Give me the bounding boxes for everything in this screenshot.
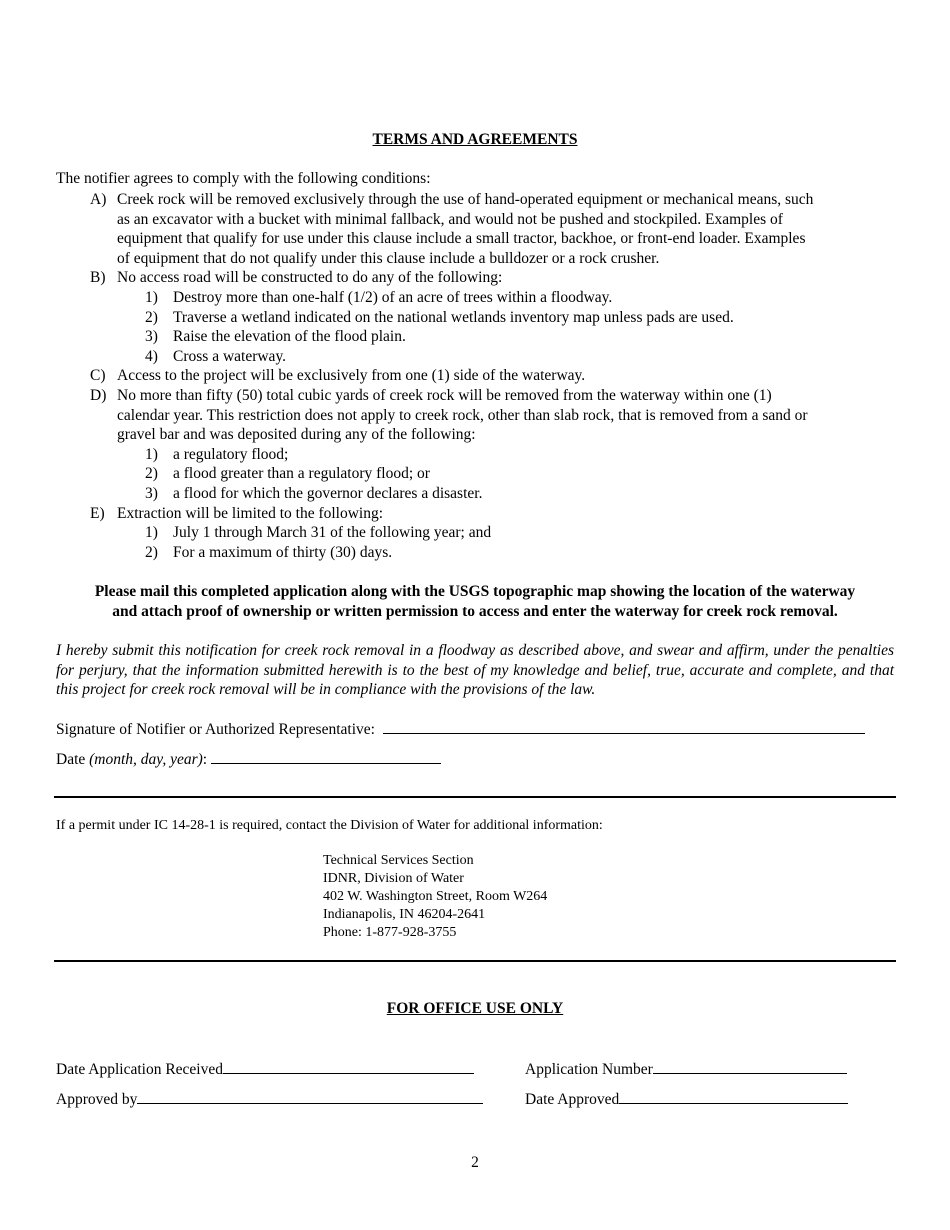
condition-b-sub [145, 327, 905, 347]
condition-a-label: A) [90, 191, 107, 208]
condition-c-label: C) [90, 367, 106, 385]
sub-label: 1) [145, 524, 158, 542]
date-received-label: Date Application Received [56, 1061, 223, 1078]
date-received-row [56, 1059, 474, 1079]
approved-by-field[interactable] [137, 1089, 483, 1104]
condition-d-line: calendar year. This restriction does not apply to creek rock, other than slab rock, that is removed from a sand or [117, 406, 808, 424]
permit-note: If a permit under IC 14-28-1 is required, contact the Division of Water for additional information: [56, 818, 603, 833]
date-received-field[interactable] [223, 1059, 474, 1074]
terms-intro: The notifier agrees to comply with the following conditions: [56, 170, 431, 187]
date-approved-field[interactable] [619, 1089, 848, 1104]
date-label: Date [56, 751, 86, 768]
condition-c [90, 366, 900, 386]
condition-e [90, 504, 900, 524]
section-divider [54, 960, 896, 962]
address-line: IDNR, Division of Water [323, 871, 464, 886]
condition-d-sub [145, 445, 905, 465]
condition-b-sub [145, 347, 905, 367]
condition-c-text: Access to the project will be exclusively from one (1) side of the waterway. [117, 367, 586, 385]
condition-b-text: No access road will be constructed to do any of the following: [117, 269, 503, 286]
sub-text: Traverse a wetland indicated on the national wetlands inventory map unless pads are used. [173, 308, 734, 326]
address-line: Phone: 1-877-928-3755 [323, 925, 457, 940]
date-row [56, 749, 441, 769]
address-line: 402 W. Washington Street, Room W264 [323, 889, 548, 904]
sub-text: July 1 through March 31 of the following year; and [173, 524, 492, 542]
condition-a [90, 190, 900, 270]
sub-label: 2) [145, 543, 158, 561]
sub-label: 3) [145, 328, 158, 346]
condition-a-line: as an excavator with a bucket with minimal fallback, and would not be pushed and stockpiled. Examples of [117, 210, 783, 228]
condition-a-line: Creek rock will be removed exclusively through the use of hand-operated equipment or mechanical means, such [117, 191, 814, 208]
condition-a-line: equipment that qualify for use under this clause include a small tractor, backhoe, or front-end loader. Examples [117, 230, 806, 248]
affirmation-text: I hereby submit this notification for creek rock removal in a floodway as described above, and swear and affirm, under the penalties for perjury, that the information submitted herewith is to the best of my knowledge and belief, true, accurate and complete, and that this project for creek rock removal will be in compliance with the provisions of the law. [56, 642, 894, 699]
app-number-row [525, 1059, 847, 1079]
signature-field[interactable] [383, 719, 865, 734]
signature-row [56, 719, 865, 739]
sub-text: Destroy more than one-half (1/2) of an acre of trees within a floodway. [173, 289, 613, 306]
condition-b-sub [145, 288, 905, 308]
date-hint: (month, day, year) [89, 751, 203, 768]
contact-address [323, 852, 547, 942]
signature-label: Signature of Notifier or Authorized Representative: [56, 721, 375, 738]
condition-a-line: of equipment that do not qualify under this clause include a bulldozer or a rock crusher. [117, 249, 660, 267]
app-number-field[interactable] [653, 1059, 847, 1074]
sub-label: 3) [145, 485, 158, 502]
mail-notice-line: Please mail this completed application along with the USGS topographic map showing the location of the waterway [94, 583, 856, 600]
condition-b-label: B) [90, 269, 106, 286]
sub-text: Cross a waterway. [173, 347, 287, 365]
approved-by-label: Approved by [56, 1091, 138, 1108]
date-field[interactable] [211, 749, 441, 764]
condition-d-sub [145, 484, 905, 504]
mail-notice [56, 582, 894, 621]
date-colon: : [202, 751, 208, 768]
date-approved-label: Date Approved [525, 1091, 620, 1108]
condition-b-sub [145, 308, 905, 328]
condition-e-label: E) [90, 504, 105, 522]
section-divider [54, 796, 896, 798]
sub-text: a flood for which the governor declares a disaster. [173, 485, 483, 502]
office-use-title: FOR OFFICE USE ONLY [386, 1000, 564, 1017]
terms-title: TERMS AND AGREEMENTS [372, 131, 578, 148]
condition-e-sub [145, 543, 905, 563]
condition-b [90, 268, 900, 288]
condition-d-sub [145, 464, 905, 484]
sub-label: 1) [145, 445, 158, 463]
sub-text: For a maximum of thirty (30) days. [173, 543, 393, 561]
sub-text: a flood greater than a regulatory flood; or [173, 465, 430, 483]
condition-d [90, 386, 900, 446]
sub-text: Raise the elevation of the flood plain. [173, 328, 406, 346]
condition-e-sub [145, 523, 905, 543]
condition-d-line: No more than fifty (50) total cubic yards of creek rock will be removed from the waterway within one (1) [117, 387, 772, 404]
page-number: 2 [471, 1154, 479, 1171]
condition-d-label: D) [90, 387, 107, 404]
sub-label: 4) [145, 347, 158, 365]
sub-label: 2) [145, 465, 158, 483]
address-line: Indianapolis, IN 46204-2641 [323, 907, 486, 922]
approved-by-row [56, 1089, 483, 1109]
address-line: Technical Services Section [323, 853, 474, 868]
mail-notice-line: and attach proof of ownership or written permission to access and enter the waterway for creek rock removal. [112, 602, 838, 620]
condition-d-line: gravel bar and was deposited during any of the following: [117, 426, 476, 444]
date-approved-row [525, 1089, 848, 1109]
sub-label: 2) [145, 308, 158, 326]
sub-text: a regulatory flood; [173, 445, 289, 463]
app-number-label: Application Number [525, 1061, 653, 1078]
condition-e-text: Extraction will be limited to the following: [117, 504, 384, 522]
sub-label: 1) [145, 289, 158, 306]
